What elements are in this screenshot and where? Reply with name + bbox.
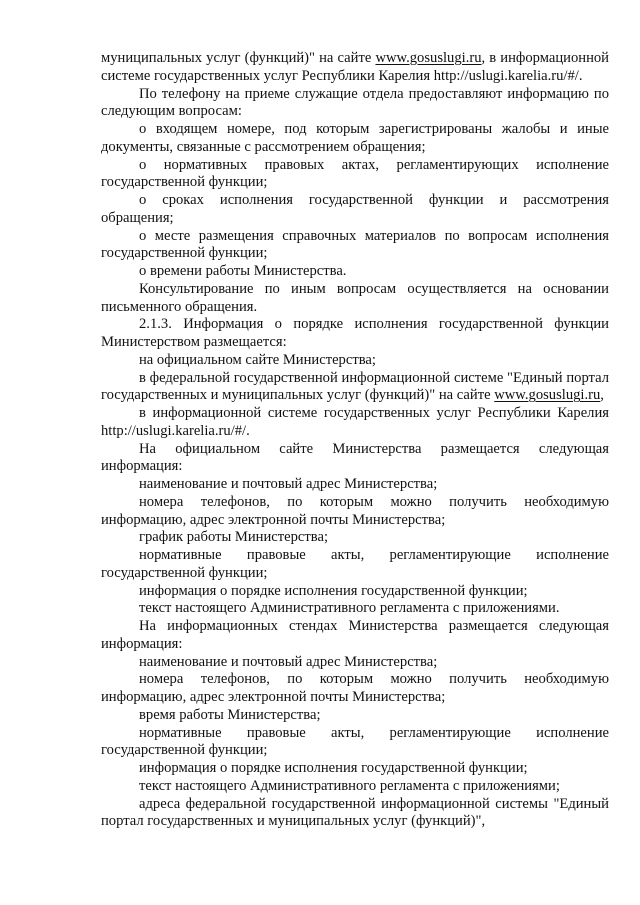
paragraph: текст настоящего Административного регламента с приложениями. [139,600,560,617]
paragraph: информация о порядке исполнения государственной функции; [139,582,528,599]
paragraph: текст настоящего Административного регламента с приложениями; [139,777,560,794]
gosuslugi-link[interactable]: www.gosuslugi.ru [494,387,601,404]
text-fragment: , [600,387,604,404]
paragraph: график работы Министерства; [139,529,329,546]
paragraph: наименование и почтовый адрес Министерства; [139,653,438,670]
text-fragment: в федеральной государственной информационной системе "Единый портал государственных и муниципальных услуг (функций)" на сайте [101,369,609,404]
paragraph [101,50,609,86]
paragraph: о времени работы Министерства. [139,263,347,279]
paragraph: 2.1.3. Информация о порядке исполнения государственной функции Министерством размещается: [101,316,609,350]
paragraph: номера телефонов, по которым можно получить необходимую информацию, адрес электронной почты Министерства; [101,493,609,528]
paragraph: время работы Министерства; [139,706,321,723]
paragraph: По телефону на приеме служащие отдела предоставляют информацию по следующим вопросам: [101,85,609,120]
paragraph: о входящем номере, под которым зарегистрированы жалобы и иные документы, связанные с рассмотрением обращения; [101,121,609,155]
paragraph: на официальном сайте Министерства; [139,351,376,368]
paragraph: нормативные правовые акты, регламентирующие исполнение государственной функции; [101,547,609,581]
paragraph: о нормативных правовых актах, регламентирующих исполнение государственной функции; [101,156,609,191]
paragraph: информация о порядке исполнения государственной функции; [139,760,528,776]
text-fragment: муниципальных услуг (функций)" на сайте [101,50,376,66]
paragraph: наименование и почтовый адрес Министерства; [139,476,438,492]
paragraph: о сроках исполнения государственной функции и рассмотрения обращения; [101,192,609,226]
paragraph: Консультирование по иным вопросам осуществляется на основании письменного обращения. [101,280,609,315]
paragraph: о месте размещения справочных материалов по вопросам исполнения государственной функции; [101,227,609,262]
paragraph: нормативные правовые акты, регламентирующие исполнение государственной функции; [101,724,609,759]
paragraph: номера телефонов, по которым можно получить необходимую информацию, адрес электронной почты Министерства; [101,671,609,705]
text-fragment: , в информационной системе государственных услуг Республики Карелия http://uslugi.karelia.ru/#/. [101,50,609,84]
document-page [101,50,609,831]
paragraph: На информационных стендах Министерства размещается следующая информация: [101,618,609,652]
paragraph: На официальном сайте Министерства размещается следующая информация: [101,440,609,475]
gosuslugi-link[interactable]: www.gosuslugi.ru [375,50,482,66]
paragraph [101,370,609,406]
paragraph: адреса федеральной государственной информационной системы "Единый портал государственных и муниципальных услуг (функций)", [101,795,609,830]
paragraph: в информационной системе государственных услуг Республики Карелия http://uslugi.karelia.ru/#/. [101,405,609,439]
